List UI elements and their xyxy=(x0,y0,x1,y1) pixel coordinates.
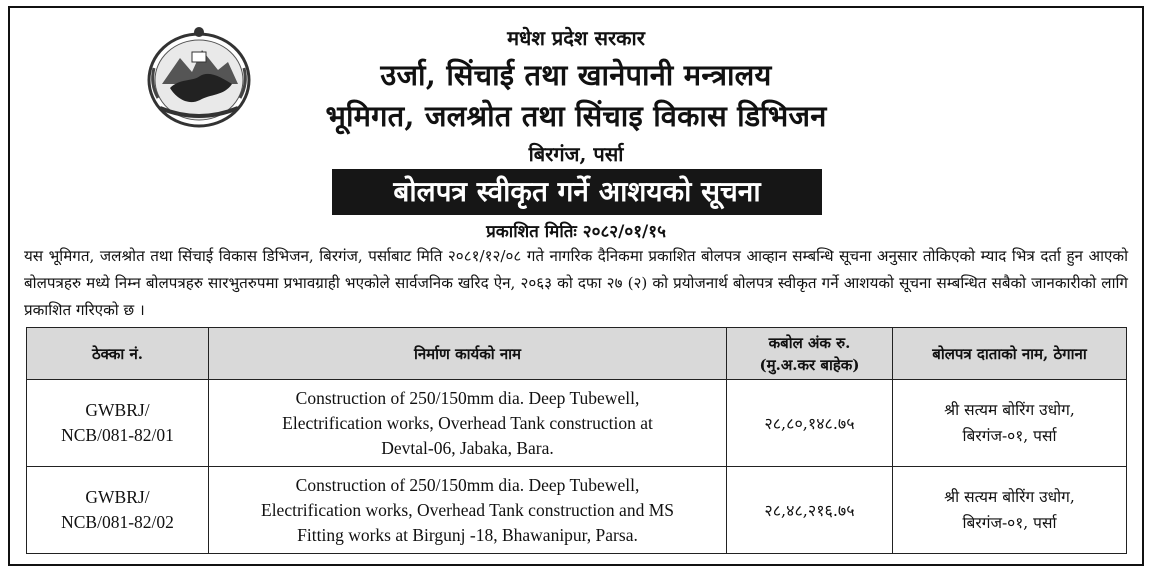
bidder-cell xyxy=(893,467,1127,554)
government-name: मधेश प्रदेश सरकार xyxy=(507,26,645,50)
notice-body: यस भूमिगत, जलश्रोत तथा सिंचाई विकास डिभिजन, बिरगंज, पर्साबाट मिति २०८१/१२/०८ गते नागरिक दैनिकमा प्रकाशित बोलपत्र आव्हान सम्बन्धि सूचना अनुसार तोकिएको म्याद भित्र दर्ता हुन आएको बोलपत्रहरु मध्ये निम्न बोलपत्रहरु सारभुतरुपमा प्रभावग्राही भएकोले सार्वजनिक खरिद ऐन, २०६३ को दफा २७ (२) को प्रयोजनार्थ बोलपत्र स्वीकृत गर्ने आशयको सूचना सम्बन्धित सबैको जानकारीको लागि प्रकाशित गरिएको छ । xyxy=(24,247,1129,319)
header-amount-line2: (मु.अ.कर बाहेक) xyxy=(759,355,860,374)
amount-cell: २८,४८,२१६.७५ xyxy=(727,467,893,554)
contract-no-line1: GWBRJ/ xyxy=(85,400,150,420)
header-amount xyxy=(727,328,893,380)
contract-no-line1: GWBRJ/ xyxy=(85,487,150,507)
amount-cell: २८,८०,१४८.७५ xyxy=(727,380,893,467)
work-name-line1: Construction of 250/150mm dia. Deep Tubewell, xyxy=(295,387,640,408)
work-name-line2: Electrification works, Overhead Tank construction at xyxy=(282,412,653,433)
office-location: बिरगंज, पर्सा xyxy=(528,142,624,166)
header-contract-no: ठेक्का नं. xyxy=(27,328,209,380)
contract-no-line2: NCB/081-82/02 xyxy=(61,512,174,532)
published-date: प्रकाशित मितिः २०८२/०१/१५ xyxy=(486,222,666,242)
bidder-cell xyxy=(893,380,1127,467)
header-work-name: निर्माण कार्यको नाम xyxy=(209,328,727,380)
ministry-name: उर्जा, सिंचाई तथा खानेपानी मन्त्रालय xyxy=(380,58,772,92)
work-name-line1: Construction of 250/150mm dia. Deep Tubewell, xyxy=(295,474,640,495)
division-name: भूमिगत, जलश्रोत तथा सिंचाइ विकास डिभिजन xyxy=(325,99,827,133)
contract-no-line2: NCB/081-82/01 xyxy=(61,425,174,445)
table-row xyxy=(27,467,1127,554)
bid-table xyxy=(26,327,1127,554)
bidder-address: बिरगंज-०१, पर्सा xyxy=(962,514,1057,532)
work-name-line3: Fitting works at Birgunj -18, Bhawanipur, Parsa. xyxy=(297,524,638,545)
bidder-name: श्री सत्यम बोरिंग उधोग, xyxy=(944,401,1075,419)
table-row xyxy=(27,380,1127,467)
work-name-line2: Electrification works, Overhead Tank construction and MS xyxy=(261,499,674,520)
work-name-cell xyxy=(209,380,727,467)
bidder-name: श्री सत्यम बोरिंग उधोग, xyxy=(944,488,1075,506)
header-amount-line1: कबोल अंक रु. xyxy=(768,333,851,352)
work-name-line3: Devtal-06, Jabaka, Bara. xyxy=(381,437,554,458)
table-header-row xyxy=(27,328,1127,380)
notice-title: बोलपत्र स्वीकृत गर्ने आशयको सूचना xyxy=(332,169,822,215)
contract-no-cell xyxy=(27,380,209,467)
bidder-address: बिरगंज-०१, पर्सा xyxy=(962,427,1057,445)
contract-no-cell xyxy=(27,467,209,554)
work-name-cell xyxy=(209,467,727,554)
header-bidder: बोलपत्र दाताको नाम, ठेगाना xyxy=(893,328,1127,380)
